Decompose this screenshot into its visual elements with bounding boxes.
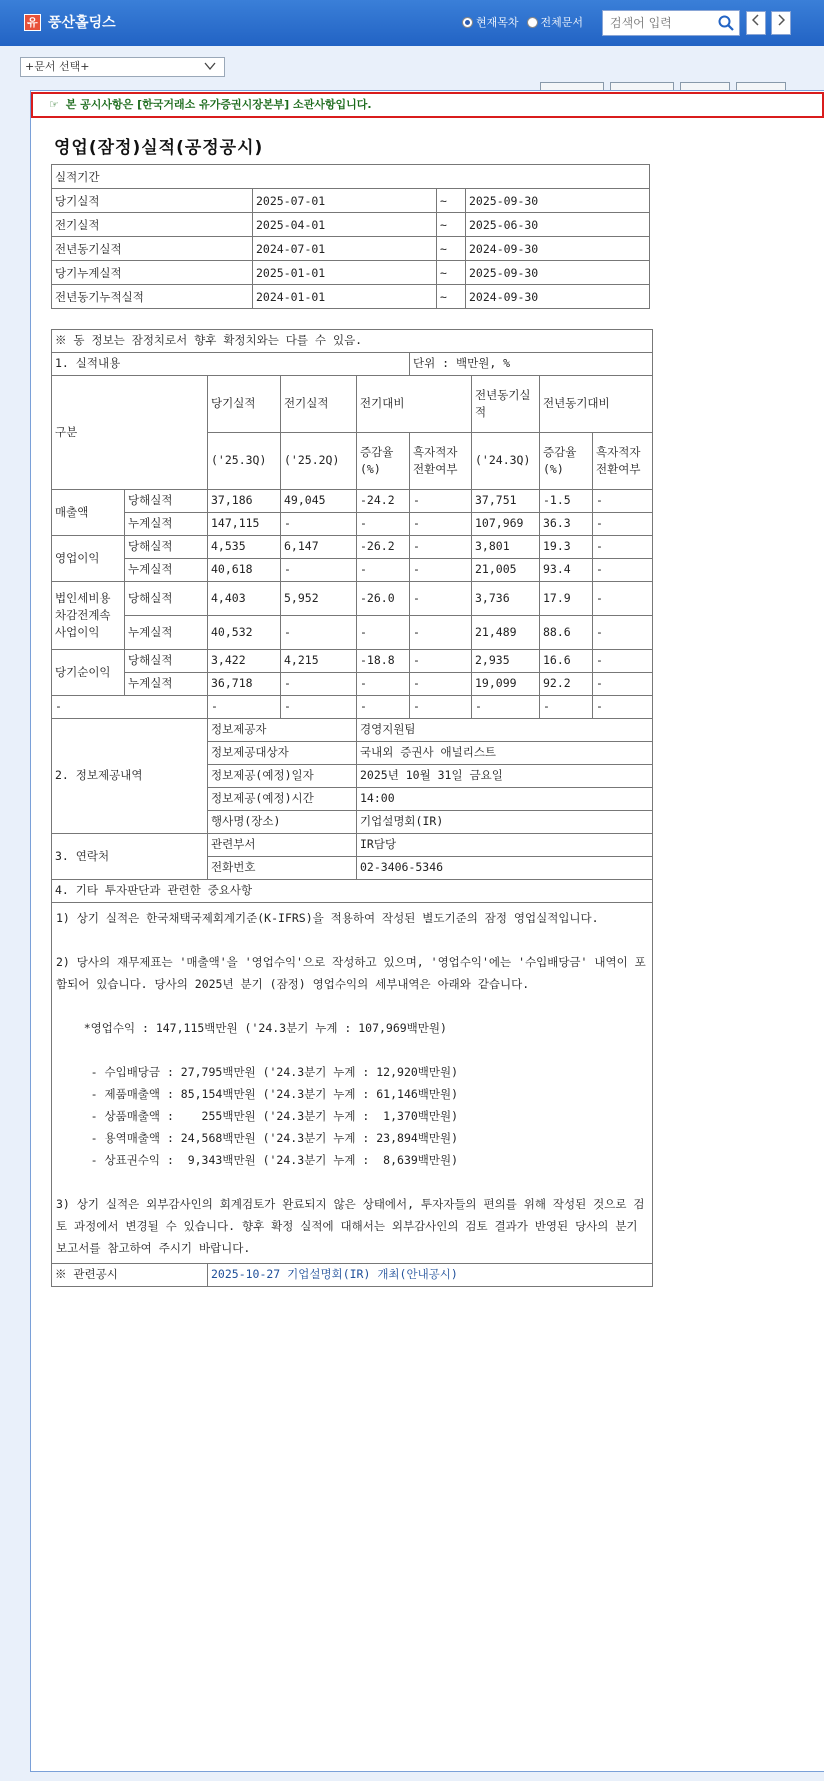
table-row: 2. 정보제공내역 정보제공자 경영지원팀 (52, 719, 653, 742)
table-row: - - - - - - - - (52, 696, 653, 719)
table-row: 3. 연락처 관련부서 IR담당 (52, 834, 653, 857)
search-box (602, 10, 740, 36)
prev-result-button[interactable] (746, 11, 766, 35)
table-row: 정보제공(예정)일자 2025년 10월 31일 금요일 (52, 765, 653, 788)
table-row: 당기순이익 당해실적 3,422 4,215 -18.8 - 2,935 16.6 - (52, 650, 653, 673)
related-disclosure-label: ※ 관련공시 (52, 1264, 208, 1287)
table-row: 전년동기누적실적 2024-01-01 ~ 2024-09-30 (52, 285, 650, 309)
table-row: 법인세비용차감전계속사업이익 당해실적 4,403 5,952 -26.0 - 3,736 17.9 - (52, 582, 653, 616)
important-notes: 1) 상기 실적은 한국채택국제회계기준(K-IFRS)을 적용하여 작성된 별도기준의 잠정 영업실적입니다. 2) 당사의 재무제표는 '매출액'을 '영업수익'으로 작성하고 있으며, '영업수익'에는 '수입배당금' 내역이 포함되어 있습니다. 당사의 2025년 분기 (잠정) 영업수익의 세부내역은 아래와 같습니다. *영업수익 : 147,115백만원 ('24.3분기 누계 : 107,969백만원) - 수입배당금 : 27,795백만원 ('24.3분기 누계 : 12,920백만원) - 제품매출액 : 85,154백만원 ('24.3분기 누계 : 61,146백만원) - 상품매출액 : 255백만원 ('24.3분기 누계 : 1,370백만원) - 용역매출액 : 24,568백만원 ('24.3분기 누계 : 23,894백만원) - 상표권수익 : 9,343백만원 ('24.3분기 누계 : 8,639백만원) 3) 상기 실적은 외부감사인의 회계검토가 완료되지 않은 상태에서, 투자자들의 편의를 위해 작성된 것으로 검토 과정에서 변경될 수 있습니다. 향후 확정 실적에 대해서는 외부감사인의 검토 결과가 반영된 당사의 분기보고서를 참고하여 주시기 바랍니다. (52, 903, 653, 1264)
radio-unchecked-icon (527, 17, 538, 28)
table-row: 행사명(장소) 기업설명회(IR) (52, 811, 653, 834)
table-row: 전년동기실적 2024-07-01 ~ 2024-09-30 (52, 237, 650, 261)
section-2-title: 2. 정보제공내역 (52, 719, 208, 834)
disclaimer: ※ 동 정보는 잠정치로서 향후 확정치와는 다를 수 있음. (52, 330, 653, 353)
next-result-button[interactable] (771, 11, 791, 35)
section-1-title: 1. 실적내용 (52, 353, 410, 376)
section-4-title: 4. 기타 투자판단과 관련한 중요사항 (52, 880, 653, 903)
company-logo-icon: 유 (24, 14, 41, 31)
table-row: 정보제공(예정)시간 14:00 (52, 788, 653, 811)
table-row: 당기실적 2025-07-01 ~ 2025-09-30 (52, 189, 650, 213)
radio-current-toc[interactable]: 현재목차 (462, 14, 519, 30)
radio-all-docs[interactable]: 전체문서 (527, 14, 584, 30)
jurisdiction-notice: ☞ 본 공시사항은 [한국거래소 유가증권시장본부] 소관사항입니다. (31, 92, 824, 118)
section-3-title: 3. 연락처 (52, 834, 208, 880)
search-scope (462, 14, 583, 30)
period-table (51, 164, 650, 309)
company-name[interactable]: 풍산홀딩스 (48, 15, 116, 31)
performance-table: ※ 동 정보는 잠정치로서 향후 확정치와는 다를 수 있음. 1. 실적내용 단위 : 백만원, % 구분 당기실적 전기실적 전기대비 전년동기실적 전년동기대비 ('25.3Q) ('25.2Q) 증감율(%) 흑자적자전환여부 ('24.3Q) 증감율(%) 흑자적자전환여부 매출액 당해실적 37,186 49,045 -24.2 - 37,751 -1.5 - 누계실적 147,115 - - - 107,969 36.3 - 영업이익 당해실적 4,535 6,147 -26.2 - 3,801 19.3 - 누계실적 40,618 - - - 21,005 93.4 - 법인세비용차감전계속사업이익 당해실적 4,403 5,952 -26.0 - 3,736 17.9 - 누계실적 40,532 - - - 21,489 88.6 - 당기순이익 당해실적 3,422 4,215 -18.8 - 2,935 16.6 - 누계실적 36,718 - - - 19,099 92.2 - - - - - - - - - 2. 정보제공내역 정보제공자 경영지원팀 정보제공대상자 국내외 증권사 애널리스트 정보제공(예정)일자 2025년 10월 31일 금요일 정보제공(예정)시간 14:00 행사명(장소) 기업설명회(IR) 3. 연락처 관련부서 IR담당 전화번호 02-3406-5346 4. 기타 투자판단과 관련한 중요사항 1) 상기 실적은 한국채택국제회계기준(K-IFRS)을 적용하여 작성된 별도기준의 잠정 영업실적입니다. 2) 당사의 재무제표는 '매출액'을 '영업수익'으로 작성하고 있으며, '영업수익'에는 '수입배당금' 내역이 포함되어 있습니다. 당사의 2025년 분기 (잠정) 영업수익의 세부내역은 아래와 같습니다. *영업수익 : 147,115백만원 ('24.3분기 누계 : 107,969백만원) - 수입배당금 : 27,795백만원 ('24.3분기 누계 : 12,920백만원) - 제품매출액 : 85,154백만원 ('24.3분기 누계 : 61,146백만원) - 상품매출액 : 255백만원 ('24.3분기 누계 : 1,370백만원) - 용역매출액 : 24,568백만원 ('24.3분기 누계 : 23,894백만원) - 상표권수익 : 9,343백만원 ('24.3분기 누계 : 8,639백만원) 3) 상기 실적은 외부감사인의 회계검토가 완료되지 않은 상태에서, 투자자들의 편의를 위해 작성된 것으로 검토 과정에서 변경될 수 있습니다. 향후 확정 실적에 대해서는 외부감사인의 검토 결과가 반영된 당사의 분기보고서를 참고하여 주시기 바랍니다. ※ 관련공시 2025-10-27 기업설명회(IR) 개최(안내공시) (51, 329, 653, 1287)
document-title: 영업(잠정)실적(공정공시) (54, 138, 264, 158)
unit-label: 단위 : 백만원, % (410, 353, 653, 376)
table-row: 누계실적 40,618 - - - 21,005 93.4 - (52, 559, 653, 582)
table-row: 누계실적 40,532 - - - 21,489 88.6 - (52, 616, 653, 650)
search-icon[interactable] (718, 15, 734, 31)
table-row: 누계실적 36,718 - - - 19,099 92.2 - (52, 673, 653, 696)
period-header: 실적기간 (52, 165, 650, 189)
search-input[interactable] (603, 11, 713, 35)
chevron-left-icon (752, 14, 760, 26)
chevron-right-icon (777, 14, 785, 26)
radio-checked-icon (462, 17, 473, 28)
table-row: 누계실적 147,115 - - - 107,969 36.3 - (52, 513, 653, 536)
table-row: 전화번호 02-3406-5346 (52, 857, 653, 880)
related-disclosure-link[interactable]: 2025-10-27 기업설명회(IR) 개최(안내공시) (208, 1264, 653, 1287)
table-row: 당기누계실적 2025-01-01 ~ 2025-09-30 (52, 261, 650, 285)
table-row: 영업이익 당해실적 4,535 6,147 -26.2 - 3,801 19.3 - (52, 536, 653, 559)
table-row: 매출액 당해실적 37,186 49,045 -24.2 - 37,751 -1.5 - (52, 490, 653, 513)
document-select[interactable]: +문서 선택+ (20, 57, 225, 77)
pointing-hand-icon: ☞ (49, 98, 59, 111)
table-row: 정보제공대상자 국내외 증권사 애널리스트 (52, 742, 653, 765)
table-row: 전기실적 2025-04-01 ~ 2025-06-30 (52, 213, 650, 237)
chevron-down-icon (204, 60, 216, 72)
top-header (0, 0, 824, 46)
